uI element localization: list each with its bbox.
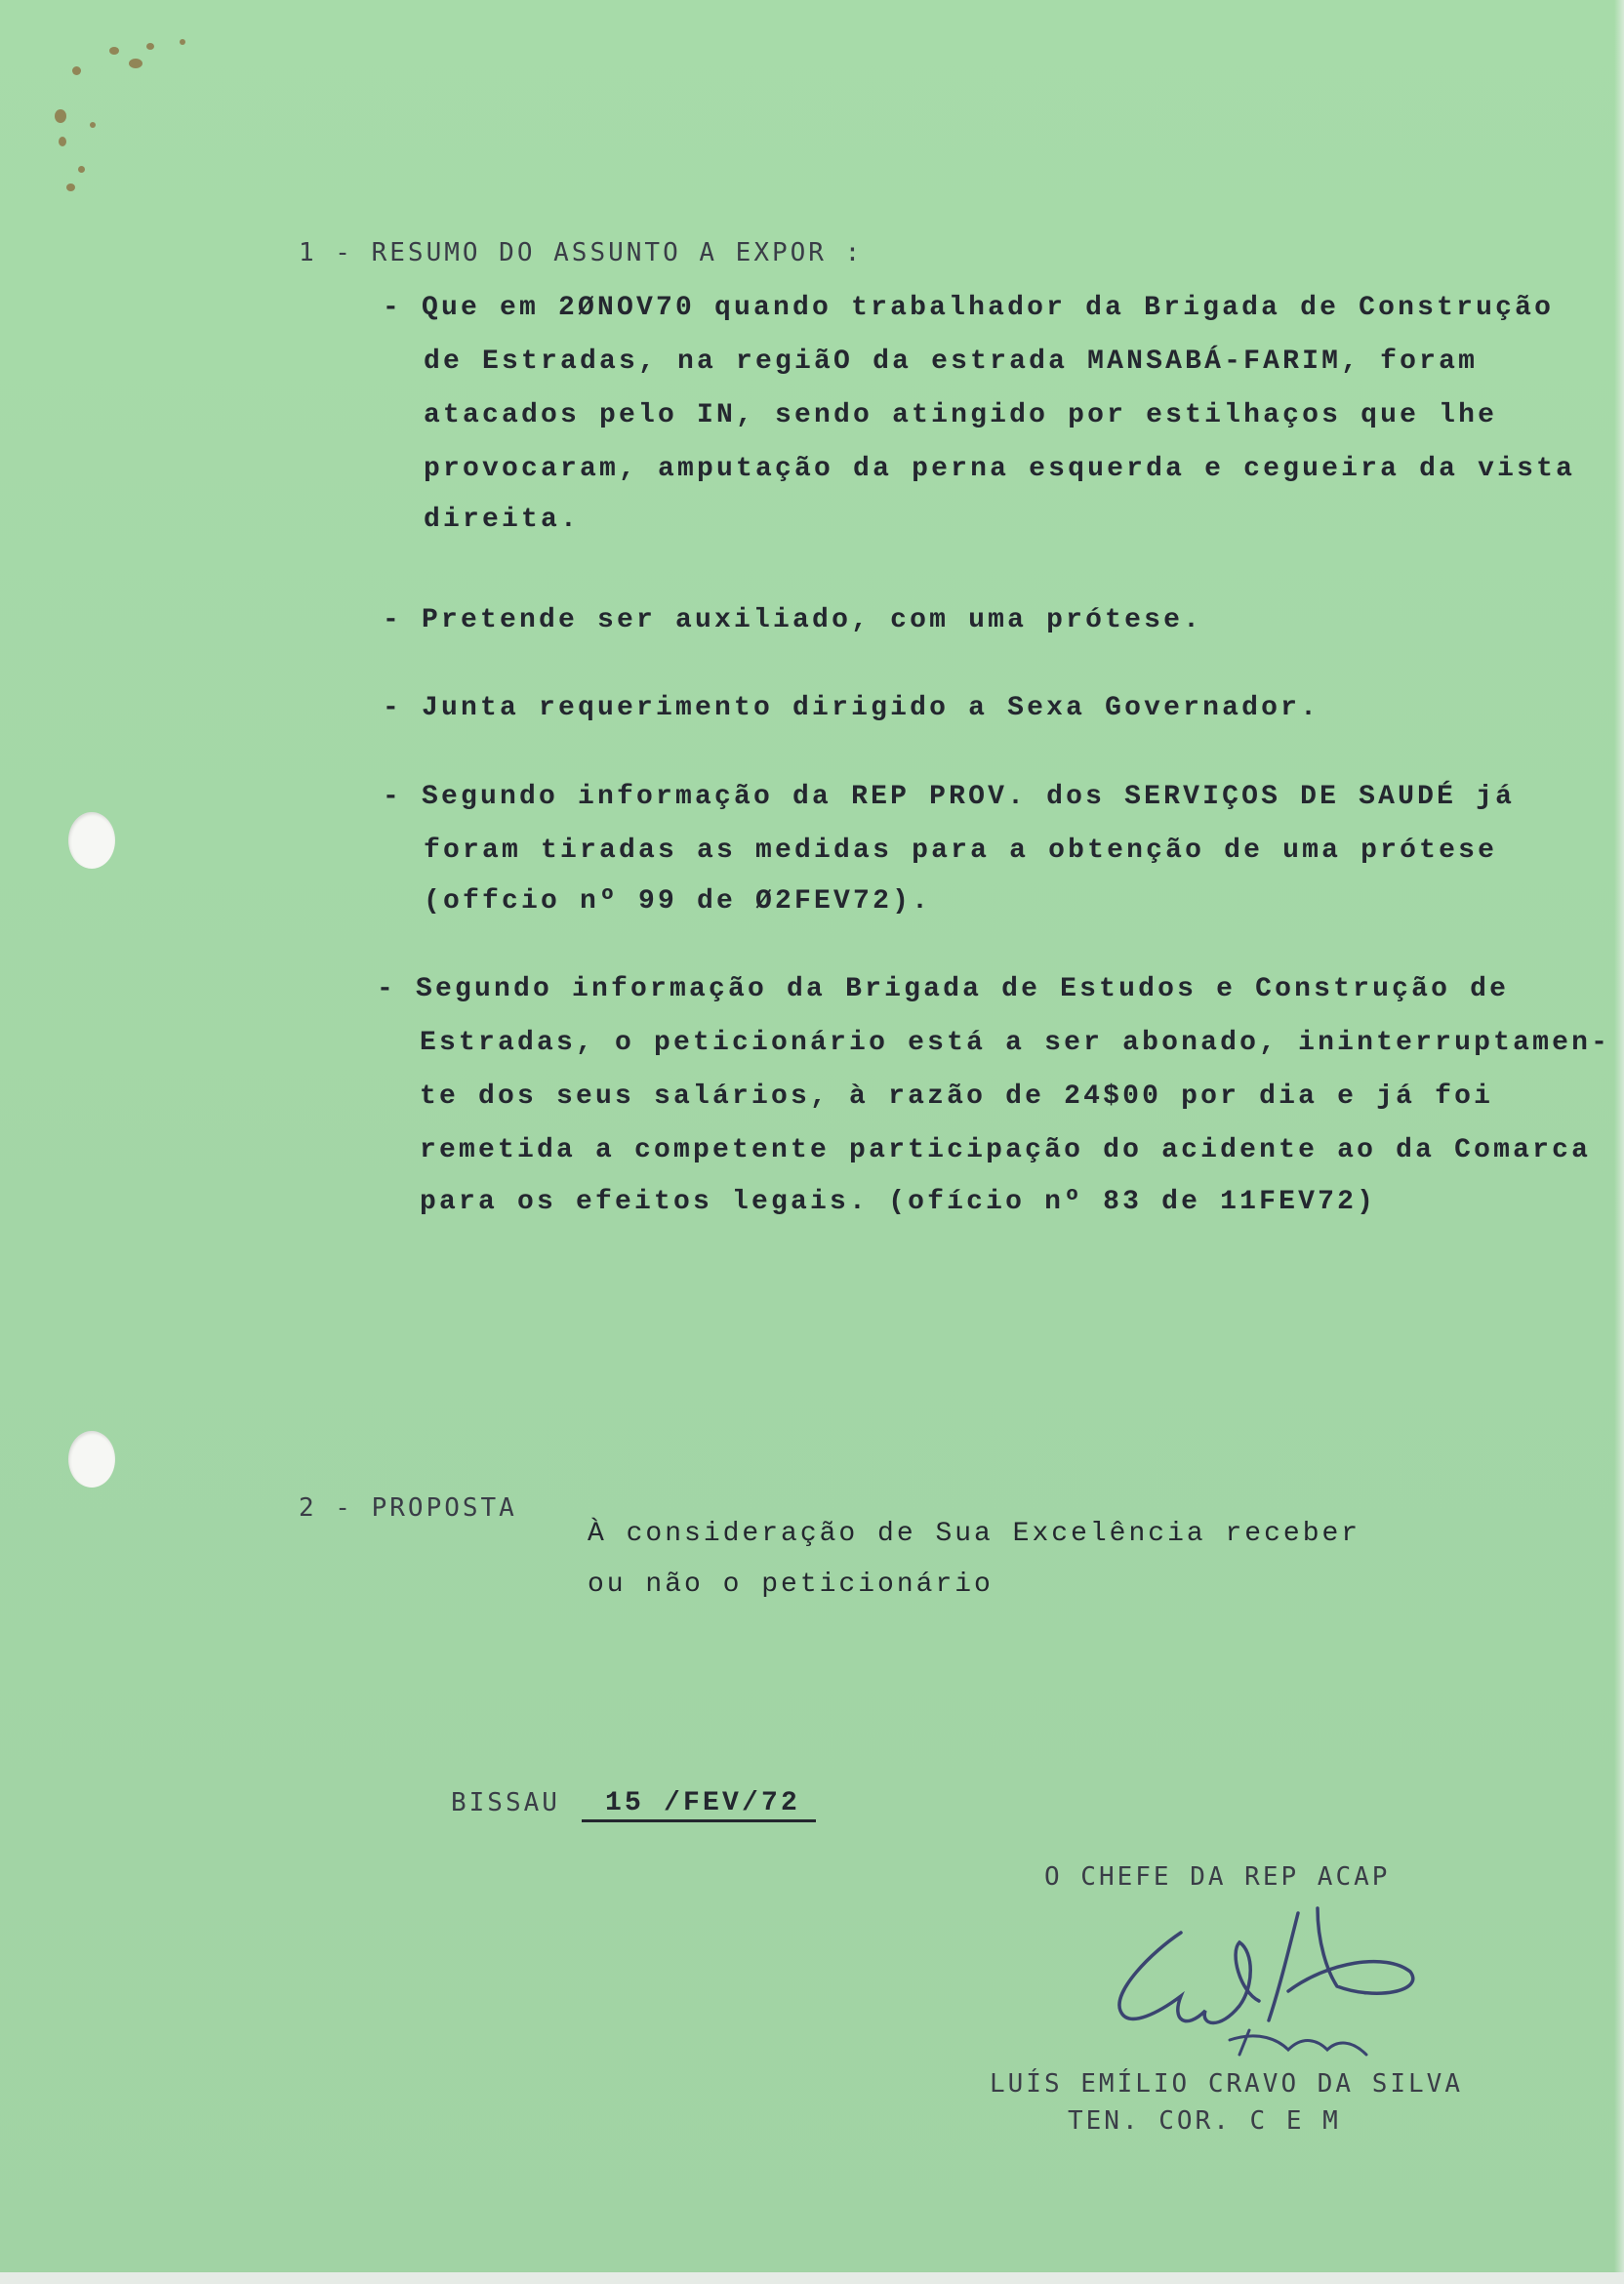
bullet-4-line-2: foram tiradas as medidas para a obtenção de uma prótese [424, 836, 1498, 866]
stain-mark [72, 66, 81, 75]
punch-hole [68, 812, 115, 869]
proposal-line-2: ou não o peticionário [588, 1570, 994, 1600]
bullet-1-line-4: provocaram, amputação da perna esquerda e cegueira da vista [424, 454, 1576, 484]
handwritten-signature [1093, 1894, 1444, 2079]
stain-mark [59, 137, 66, 146]
stain-mark [146, 43, 154, 50]
bullet-5-line-1: - Segundo informação da Brigada de Estudos e Construção de [377, 974, 1510, 1004]
bullet-4-line-3: (offcio nº 99 de Ø2FEV72). [424, 886, 932, 917]
stain-mark [129, 59, 142, 68]
date-value: 15 /FEV/72 [582, 1790, 816, 1822]
signatory-name: LUÍS EMÍLIO CRAVO DA SILVA [990, 2069, 1463, 2099]
bullet-5-line-5: para os efeitos legais. (ofício nº 83 de 11FEV72) [420, 1187, 1377, 1217]
bullet-1-line-3: atacados pelo IN, sendo atingido por estilhaços que lhe [424, 400, 1498, 430]
signatory-rank: TEN. COR. C E M [1068, 2106, 1341, 2136]
section-1-heading: 1 - RESUMO DO ASSUNTO A EXPOR : [299, 238, 864, 267]
place-label: BISSAU [451, 1788, 560, 1817]
stain-mark [180, 39, 185, 45]
stain-mark [90, 122, 96, 128]
punch-hole [68, 1431, 115, 1488]
bullet-4-line-1: - Segundo informação da REP PROV. dos SERVIÇOS DE SAUDÉ já [383, 782, 1516, 812]
bullet-1-line-1: - Que em 2ØNOV70 quando trabalhador da Brigada de Construção [383, 293, 1555, 323]
page-edge [1614, 0, 1624, 2284]
signatory-title: O CHEFE DA REP ACAP [1044, 1862, 1391, 1892]
stain-mark [66, 184, 75, 191]
bullet-1-line-5: direita. [424, 505, 581, 535]
bullet-1-line-2: de Estradas, na regiãO da estrada MANSABÁ-FARIM, foram [424, 347, 1479, 377]
bullet-5-line-2: Estradas, o peticionário está a ser abonado, ininterruptamen- [420, 1028, 1611, 1058]
stain-mark [78, 166, 85, 173]
bullet-3-line-1: - Junta requerimento dirigido a Sexa Governador. [383, 693, 1320, 723]
section-2-heading: 2 - PROPOSTA [299, 1493, 517, 1523]
bullet-5-line-4: remetida a competente participação do acidente ao da Comarca [420, 1135, 1592, 1165]
proposal-line-1: À consideração de Sua Excelência receber [588, 1519, 1361, 1549]
stain-mark [109, 47, 119, 55]
page-bottom-edge [0, 2272, 1624, 2284]
bullet-2-line-1: - Pretende ser auxiliado, com uma prótese. [383, 605, 1203, 635]
bullet-5-line-3: te dos seus salários, à razão de 24$00 por dia e já foi [420, 1081, 1494, 1112]
stain-mark [55, 109, 66, 123]
